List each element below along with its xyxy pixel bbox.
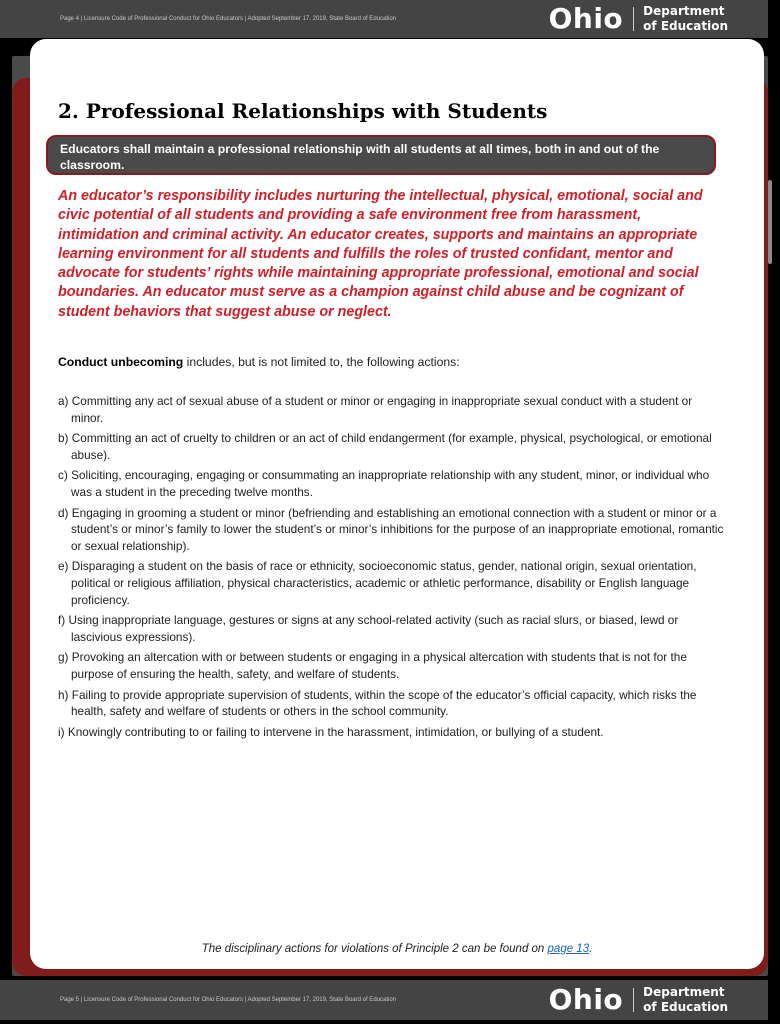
conduct-item-d: d) Engaging in grooming a student or minor (befriending and establishing an emotional connection with a student or minor or a student’s or minor’s family to lower the student’s or minor’s inhibitions for the purpose of an inappropriate emotional, romantic or sexual relationship). [58, 505, 724, 553]
conduct-intro [58, 355, 460, 369]
footnote-end: . [589, 943, 593, 955]
conduct-item-h: h) Failing to provide appropriate supervision of students, within the scope of the educator’s official capacity, which risks the health, safety and welfare of students or others in the school community. [58, 687, 697, 719]
logo-department-text-footer [643, 985, 728, 1015]
footer-meta-text: Page 5 | Licensure Code of Professional Conduct for Ohio Educators | Adopted September 17, 2019, State Board of Education [60, 997, 396, 1003]
logo-line-1: Department [643, 4, 725, 18]
conduct-item-e: e) Disparaging a student on the basis of race or ethnicity, socioeconomic status, gender, national origin, sexual orientation, political or religious affiliation, physical characteristics, academic or athletic performance, disability or English language proficiency. [58, 559, 697, 607]
logo-line-2: of Education [643, 19, 728, 33]
conduct-intro-bold: Conduct unbecoming [58, 355, 184, 369]
conduct-item-b: b) Committing an act of cruelty to children or an act of child endangerment (for example, physical, psychological, or emotional abuse). [58, 431, 712, 462]
principle-statement-box: Educators shall maintain a professional relationship with all students at all times, both in and out of the classroom. [46, 135, 716, 175]
logo-line-2-footer: of Education [643, 1000, 728, 1014]
document-page [30, 39, 764, 969]
page-footer-bar [0, 980, 768, 1020]
header-meta-text: Page 4 | Licensure Code of Professional Conduct for Ohio Educators | Adopted September 17, 2019, State Board of Education [60, 16, 396, 22]
logo-department-text [643, 4, 728, 34]
ohio-logo-word-footer: Ohio [548, 983, 624, 1016]
logo-divider-footer [633, 988, 634, 1012]
conduct-item-g: g) Provoking an altercation with or between students or engaging in a physical altercation with students that is not for the purpose of ensuring the health, safety, and welfare of students. [58, 650, 687, 681]
page-13-link[interactable]: page 13 [547, 943, 590, 955]
page-header-bar [0, 0, 768, 38]
logo-line-1-footer: Department [643, 985, 725, 999]
ohio-logo-word: Ohio [548, 2, 624, 35]
logo-divider [633, 7, 634, 31]
conduct-item-i: i) Knowingly contributing to or failing to intervene in the harassment, intimidation, or bullying of a student. [58, 724, 604, 739]
conduct-item-c: c) Soliciting, encouraging, engaging or consummating an inappropriate relationship with any student, minor, or individual who was a student in the preceding twelve months. [58, 468, 710, 499]
ohio-department-logo-footer [549, 980, 728, 1020]
scrollbar-thumb[interactable] [768, 180, 772, 264]
conduct-item-f: f) Using inappropriate language, gestures or signs at any school-related activity (such as racial slurs, or biased, lewd or lascivious expressions). [58, 613, 679, 644]
conduct-list [58, 393, 726, 744]
principle-explanation: An educator’s responsibility includes nurturing the intellectual, physical, emotional, social and civic potential of all students and providing a safe environment free from harassment, intimidation and criminal activity. An educator creates, supports and maintains an appropriate learning environment for all students and fulfills the roles of trusted confidant, mentor and advocate for students’ rights while maintaining appropriate professional, emotional and social boundaries. An educator must serve as a champion against child abuse and be cognizant of student behaviors that suggest abuse or neglect. [58, 188, 703, 320]
conduct-intro-rest: includes, but is not limited to, the following actions: [183, 355, 460, 369]
ohio-department-logo [549, 0, 728, 38]
disciplinary-footnote [30, 943, 764, 955]
footnote-text: The disciplinary actions for violations of Principle 2 can be found on [201, 943, 548, 955]
conduct-item-a: a) Committing any act of sexual abuse of a student or minor or engaging in inappropriate sexual conduct with a student or minor. [58, 394, 693, 425]
section-title: 2. Professional Relationships with Students [58, 99, 548, 123]
